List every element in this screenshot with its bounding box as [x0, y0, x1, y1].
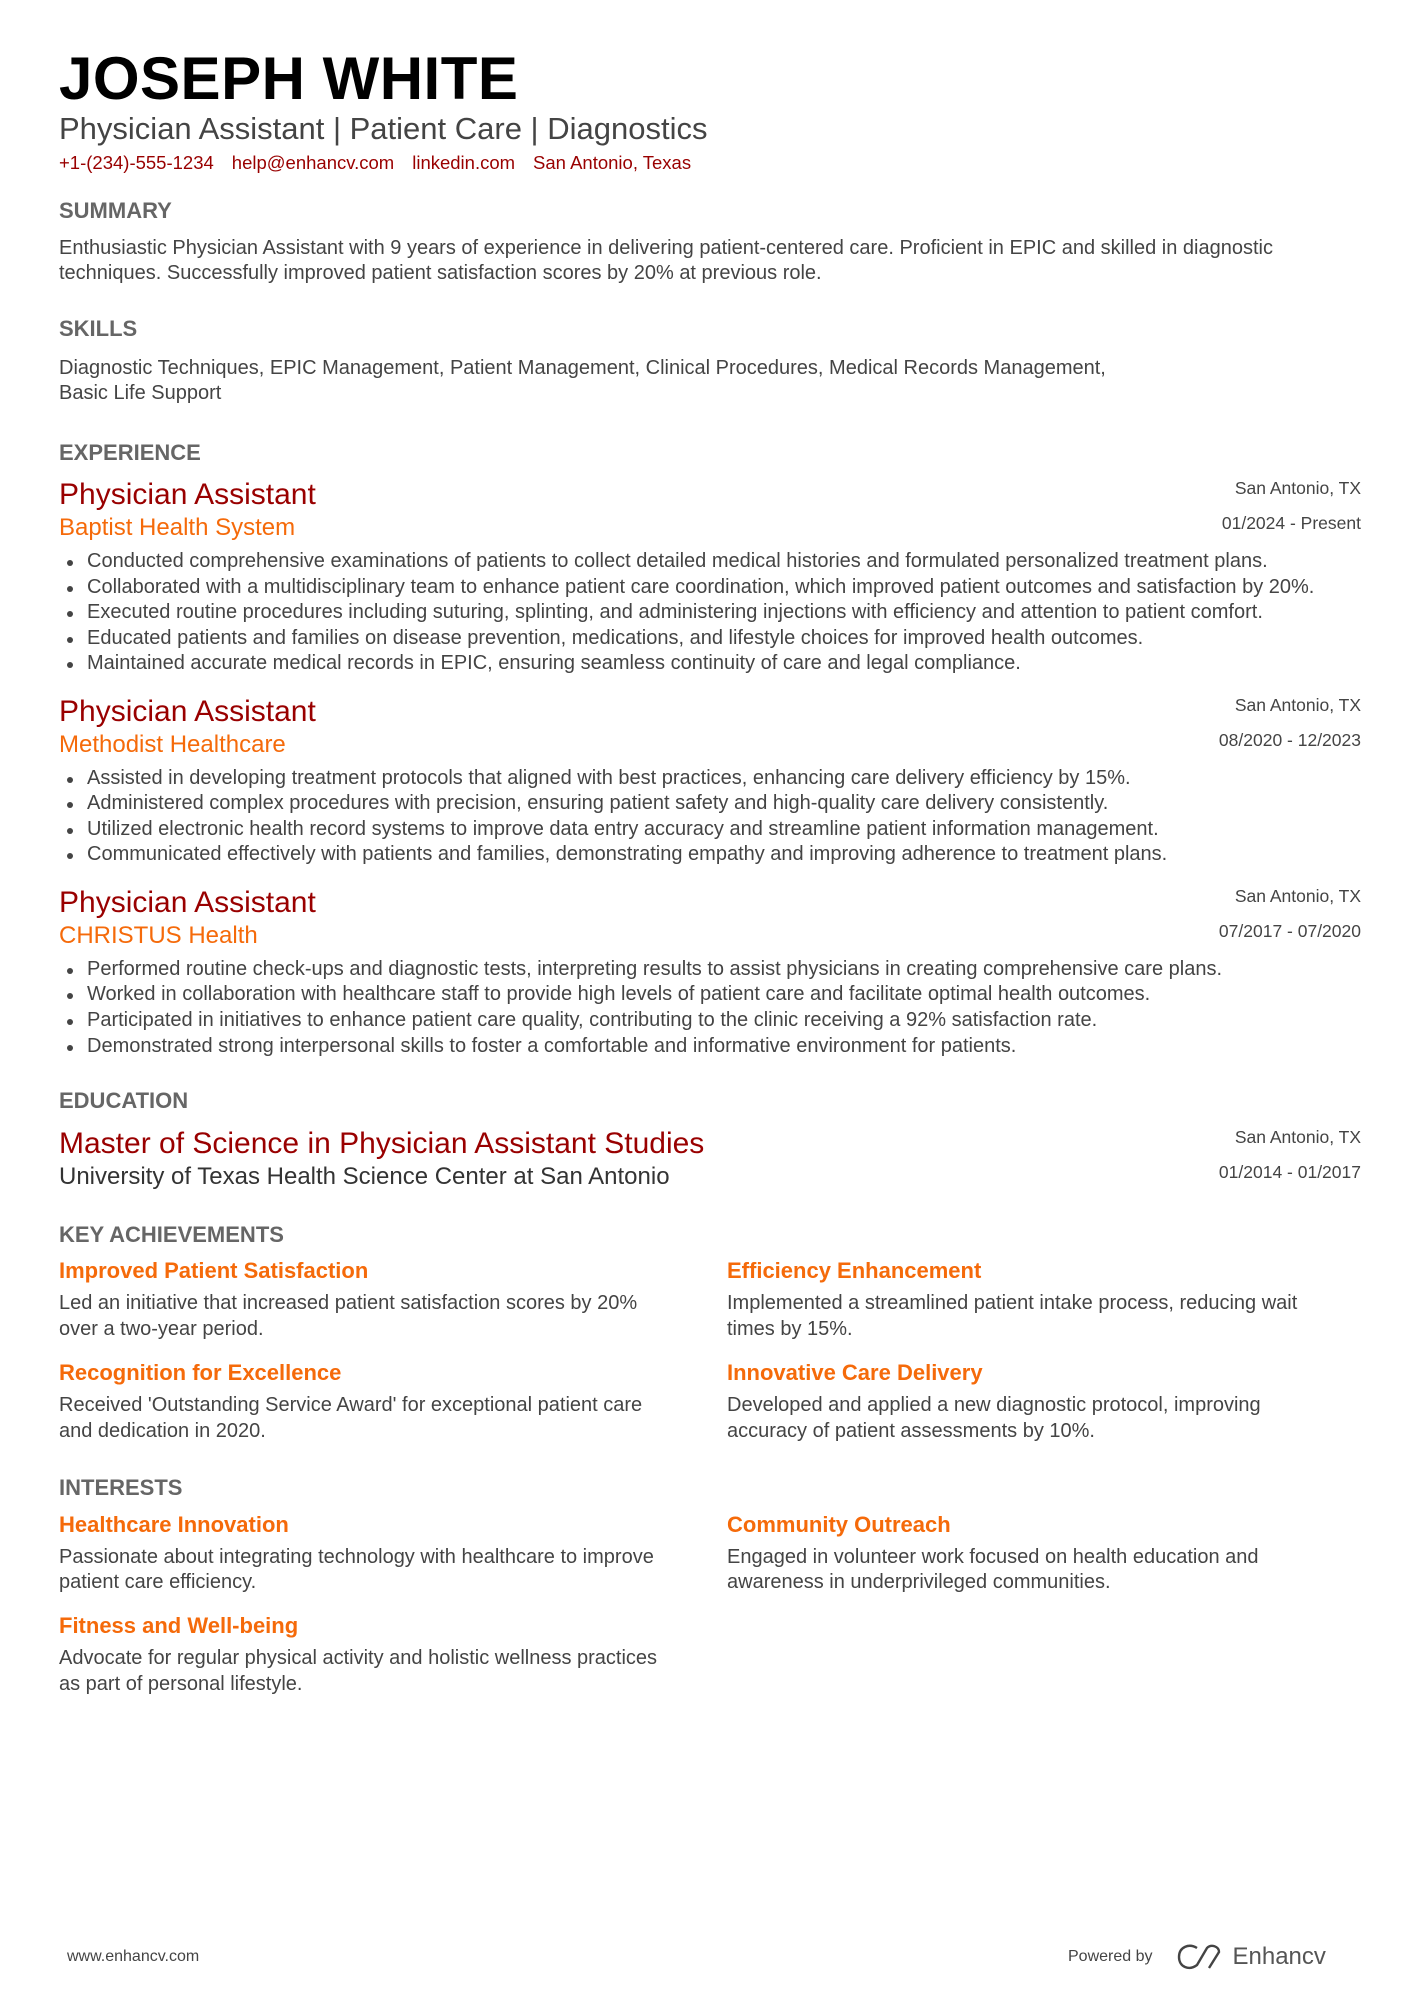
interest-item-description: Advocate for regular physical activity and holistic wellness practices as part of personal lifestyle.: [59, 1647, 658, 1695]
achievement-item-description: Received 'Outstanding Service Award' for exceptional patient care and dedication in 2020.: [59, 1393, 643, 1442]
company-name: Methodist Healthcare: [59, 731, 286, 758]
interest-item-title: Fitness and Well-being: [59, 1613, 299, 1639]
skills-heading: SKILLS: [59, 315, 138, 341]
job-location: San Antonio, TX: [1234, 695, 1361, 715]
achievements-heading: KEY ACHIEVEMENTS: [59, 1221, 284, 1247]
achievement-item: [59, 1257, 727, 1342]
brand-name: Enhancv: [1232, 1943, 1326, 1970]
job-entry: [59, 477, 1361, 677]
interest-item-description: Engaged in volunteer work focused on health education and awareness in underprivileged communities.: [727, 1545, 1259, 1594]
contact-info: [59, 150, 1361, 176]
education-location: San Antonio, TX: [1234, 1127, 1361, 1148]
achievement-item-title: Efficiency Enhancement: [727, 1258, 982, 1284]
job-dates: 01/2024 - Present: [1221, 513, 1361, 534]
degree: Master of Science in Physician Assistant Studies: [59, 1127, 705, 1161]
skills-line: Diagnostic Techniques, EPIC Management, Patient Management, Clinical Procedures, Medical Records Management,: [59, 356, 1106, 379]
interest-item: [59, 1612, 727, 1697]
job-entry: [59, 885, 1361, 1059]
summary-text: Enthusiastic Physician Assistant with 9 years of experience in delivering patient-centered care. Proficient in EPIC and skilled in diagnostic techniques. Successfully improved patient satisfaction scores by 20% at previous role.: [59, 236, 1273, 285]
interest-item-description: Passionate about integrating technology with healthcare to improve patient care efficiency.: [59, 1545, 654, 1594]
enhancv-logo[interactable]: [1177, 1943, 1326, 1971]
job-bullet: Worked in collaboration with healthcare staff to provide high levels of patient care and facilitate optimal health outcomes.: [59, 982, 1361, 1008]
job-bullets: [59, 957, 1361, 1059]
education-entry: [59, 1126, 1361, 1192]
job-dates: 07/2017 - 07/2020: [1218, 921, 1361, 942]
interests-grid: [59, 1511, 1361, 1715]
job-location: San Antonio, TX: [1234, 478, 1361, 499]
interest-item: [727, 1511, 1361, 1596]
phone-link[interactable]: +1-(234)-555-1234: [59, 151, 214, 173]
job-bullets: [59, 549, 1361, 677]
candidate-headline: Physician Assistant | Patient Care | Diagnostics: [59, 111, 708, 146]
achievement-item: [727, 1359, 1361, 1444]
skills-line: Basic Life Support: [59, 382, 222, 405]
email-link[interactable]: help@enhancv.com: [231, 151, 395, 173]
location: San Antonio, Texas: [533, 151, 692, 173]
achievements-grid: [59, 1257, 1361, 1461]
interests-heading: INTERESTS: [59, 1475, 183, 1501]
job-title: Physician Assistant: [59, 695, 316, 728]
job-bullet: Performed routine check-ups and diagnostic tests, interpreting results to assist physicians in creating comprehensive care plans.: [59, 957, 1361, 983]
experience-heading: EXPERIENCE: [59, 440, 201, 466]
education-dates: 01/2014 - 01/2017: [1218, 1162, 1361, 1183]
interest-item: [59, 1511, 727, 1596]
achievement-item: [59, 1359, 727, 1444]
experience-list: [59, 477, 1361, 1059]
job-title: Physician Assistant: [59, 886, 316, 920]
job-bullet: Maintained accurate medical records in EPIC, ensuring seamless continuity of care and legal compliance.: [59, 651, 1361, 677]
education-heading: EDUCATION: [59, 1087, 189, 1113]
footer-website[interactable]: www.enhancv.com: [67, 1948, 200, 1965]
interest-item-title: Healthcare Innovation: [59, 1511, 289, 1537]
summary-heading: SUMMARY: [59, 198, 172, 223]
company-name: CHRISTUS Health: [59, 922, 258, 950]
powered-by-label: Powered by: [1068, 1948, 1153, 1965]
achievement-item-title: Recognition for Excellence: [59, 1359, 342, 1385]
achievement-item-description: Developed and applied a new diagnostic protocol, improving accuracy of patient assessments by 10%.: [727, 1393, 1261, 1442]
job-dates: 08/2020 - 12/2023: [1218, 730, 1361, 750]
job-bullet: Executed routine procedures including suturing, splinting, and administering injections with efficiency and attention to patient comfort.: [59, 600, 1361, 626]
school: University of Texas Health Science Center at San Antonio: [59, 1163, 670, 1191]
candidate-name: JOSEPH WHITE: [59, 45, 519, 112]
job-location: San Antonio, TX: [1234, 886, 1361, 907]
achievement-item: [727, 1257, 1361, 1342]
job-bullets: [59, 766, 1361, 868]
job-title: Physician Assistant: [59, 478, 316, 512]
achievement-item-title: Improved Patient Satisfaction: [59, 1258, 369, 1284]
job-bullet: Educated patients and families on disease prevention, medications, and lifestyle choices for improved health outcomes.: [59, 626, 1361, 652]
job-bullet: Assisted in developing treatment protocols that aligned with best practices, enhancing care delivery efficiency by 15%.: [59, 766, 1361, 792]
resume-page: [59, 0, 1361, 1714]
job-bullet: Participated in initiatives to enhance patient care quality, contributing to the clinic receiving a 92% satisfaction rate.: [59, 1008, 1361, 1034]
achievement-item-description: Implemented a streamlined patient intake process, reducing wait times by 15%.: [727, 1292, 1298, 1340]
job-entry: [59, 694, 1361, 868]
linkedin-link[interactable]: linkedin.com: [412, 151, 516, 173]
company-name: Baptist Health System: [59, 514, 296, 542]
job-bullet: Conducted comprehensive examinations of patients to collect detailed medical histories and formulated personalized treatment plans.: [59, 549, 1361, 575]
job-bullet: Demonstrated strong interpersonal skills to foster a comfortable and informative environment for patients.: [59, 1034, 1361, 1060]
enhancv-logo-icon: [1177, 1944, 1223, 1970]
job-bullet: Collaborated with a multidisciplinary team to enhance patient care coordination, which improved patient outcomes and satisfaction by 20%.: [59, 575, 1361, 601]
footer-branding: [1068, 1943, 1326, 1971]
job-bullet: Administered complex procedures with precision, ensuring patient safety and high-quality care delivery consistently.: [59, 791, 1361, 817]
job-bullet: Communicated effectively with patients and families, demonstrating empathy and improving adherence to treatment plans.: [59, 842, 1361, 868]
achievement-item-description: Led an initiative that increased patient satisfaction scores by 20% over a two-year period.: [59, 1292, 638, 1340]
skills-list: [59, 356, 1361, 407]
interest-item-title: Community Outreach: [727, 1511, 951, 1537]
achievement-item-title: Innovative Care Delivery: [727, 1359, 983, 1385]
job-bullet: Utilized electronic health record systems to improve data entry accuracy and streamline patient information management.: [59, 817, 1361, 843]
